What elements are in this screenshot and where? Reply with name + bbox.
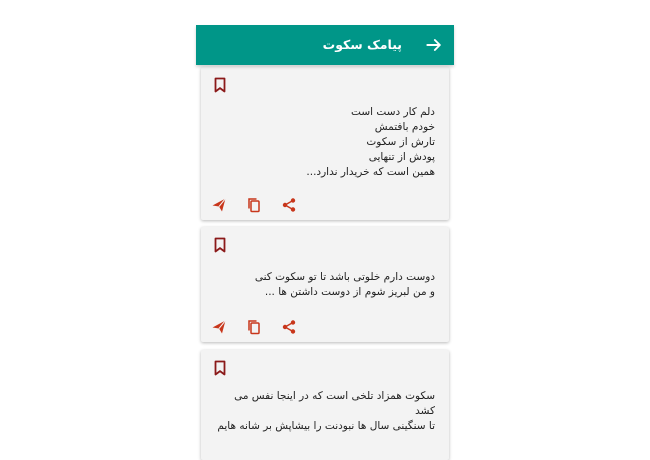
share-icon[interactable]	[281, 197, 297, 213]
send-icon[interactable]	[211, 319, 227, 335]
copy-icon[interactable]	[246, 197, 262, 213]
send-icon[interactable]	[211, 197, 227, 213]
bookmark-icon[interactable]	[213, 77, 227, 93]
bookmark-icon[interactable]	[213, 237, 227, 253]
sms-text: دلم کار دست است خودم بافتمش تارش از سکوت پودش از تنهایی همین است که خریدار ندارد...	[306, 106, 435, 178]
sms-card	[201, 67, 449, 220]
card-actions	[211, 194, 311, 210]
app-bar	[196, 25, 454, 65]
sms-list[interactable]	[196, 65, 454, 432]
copy-icon[interactable]	[246, 319, 262, 335]
sms-text: دوست دارم خلوتی باشد تا تو سکوت کنی و من لبریز شوم از دوست داشتن ها ...	[254, 271, 435, 298]
arrow-right-icon[interactable]	[424, 35, 444, 55]
phone-screen	[196, 25, 454, 432]
card-actions	[211, 316, 311, 332]
share-icon[interactable]	[281, 319, 297, 335]
sms-text: سکوت همزاد تلخی است که در اینجا نفس می کشد تا سنگینی سال ها نبودنت را بیشاپش بر شانه هایم	[217, 390, 435, 432]
page-title: پیامک سکوت	[322, 37, 402, 52]
bookmark-icon[interactable]	[213, 360, 227, 376]
sms-card	[201, 350, 449, 460]
sms-card	[201, 227, 449, 342]
